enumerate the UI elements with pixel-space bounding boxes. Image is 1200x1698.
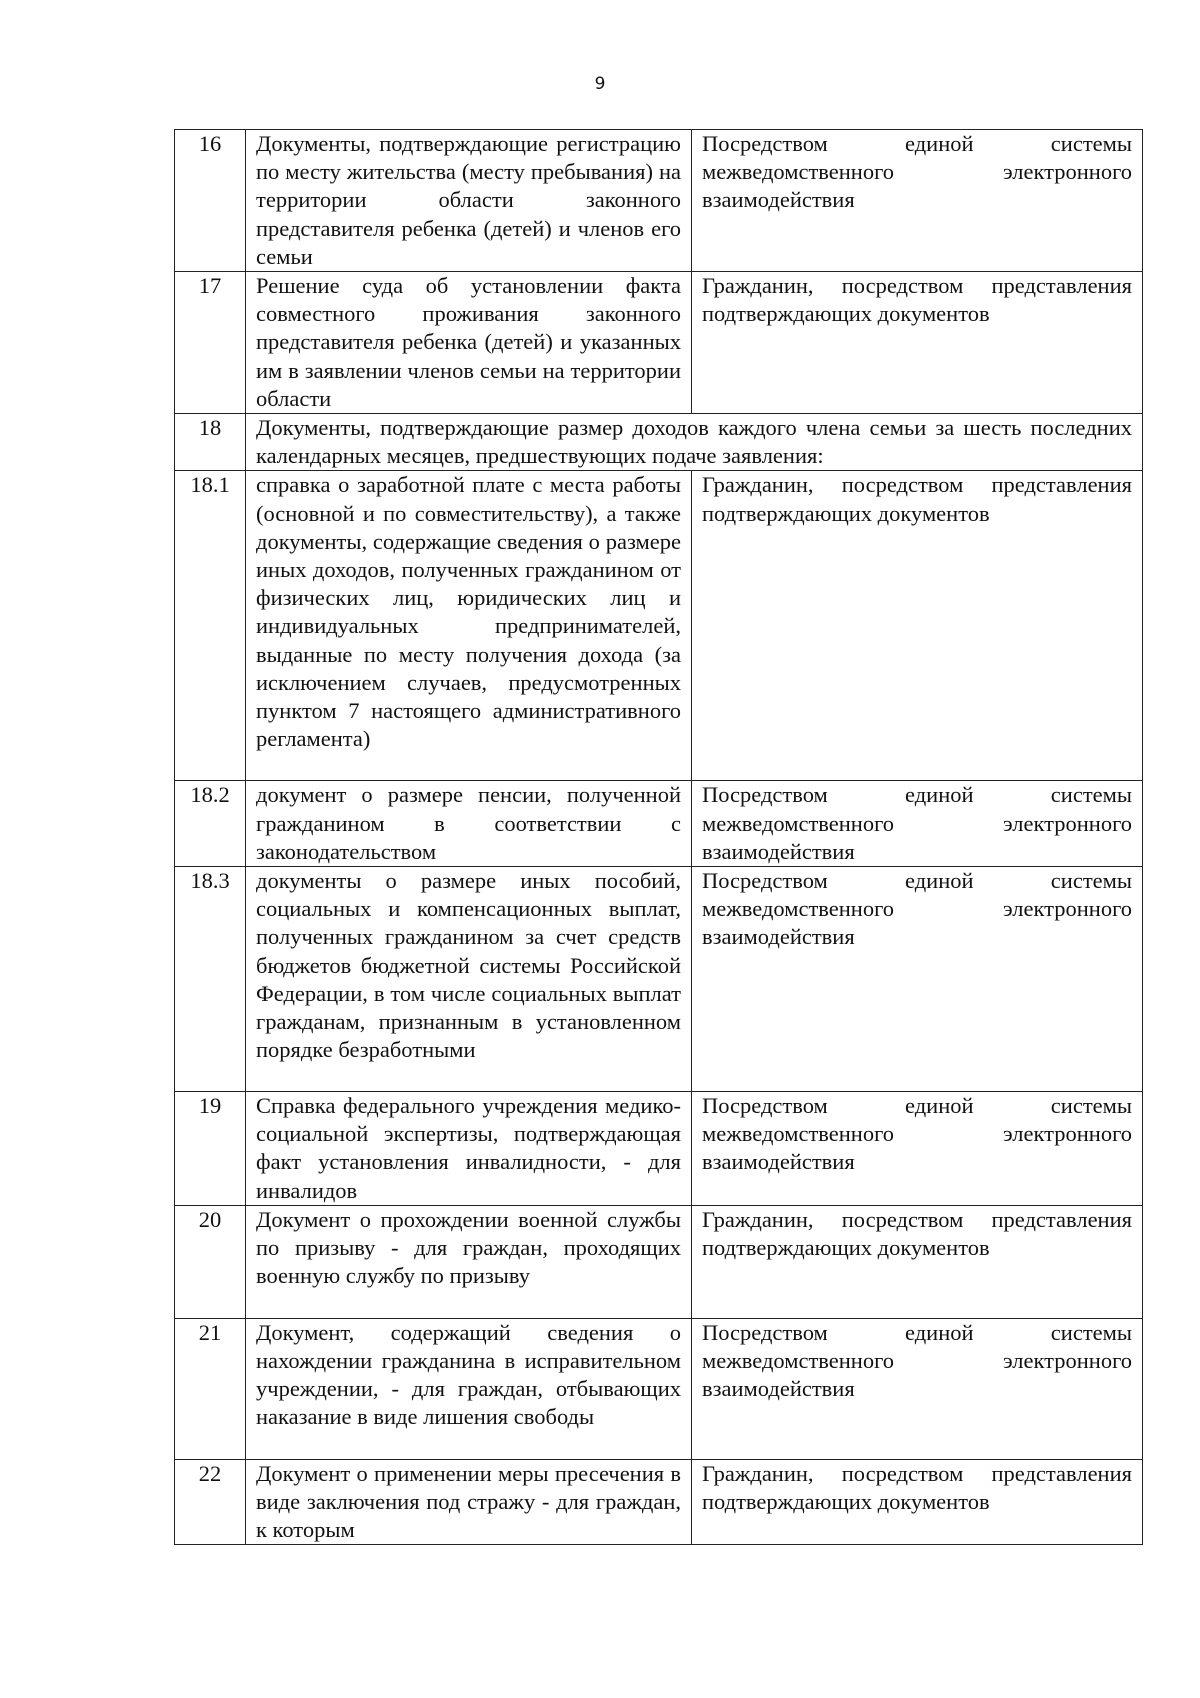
- submission-method: Посредством единой системы межведомственного электронного взаимодействия: [692, 130, 1143, 272]
- document-description: Справка федерального учреждения медико-социальной экспертизы, подтверждающая факт установления инвалидности, - для инвалидов: [246, 1092, 692, 1206]
- document-description: справка о заработной плате с места работы (основной и по совместительству), а также документы, содержащие сведения о размере иных доходов, полученных гражданином от физических лиц, юридических лиц и индивидуальных предпринимателей, выданные по месту получения дохода (за исключением случаев, предусмотренных пунктом 7 настоящего административного регламента): [246, 471, 692, 781]
- submission-method: Посредством единой системы межведомственного электронного взаимодействия: [692, 867, 1143, 1092]
- row-number: 19: [175, 1092, 246, 1206]
- document-description: Документ, содержащий сведения о нахождении гражданина в исправительном учреждении, - для граждан, отбывающих наказание в виде лишения свободы: [246, 1318, 692, 1459]
- submission-method: Гражданин, посредством представления подтверждающих документов: [692, 1205, 1143, 1318]
- row-number: 20: [175, 1205, 246, 1318]
- document-group-heading: Документы, подтверждающие размер доходов каждого члена семьи за шесть последних календарных месяцев, предшествующих подаче заявления:: [246, 414, 1143, 471]
- row-number: 16: [175, 130, 246, 272]
- table-row: [175, 1205, 1143, 1318]
- table-row: [175, 781, 1143, 867]
- submission-method: Посредством единой системы межведомственного электронного взаимодействия: [692, 781, 1143, 867]
- table-row: [175, 1318, 1143, 1459]
- row-number: 22: [175, 1459, 246, 1545]
- document-description: Документ о прохождении военной службы по призыву - для граждан, проходящих военную службу по призыву: [246, 1205, 692, 1318]
- table-row: [175, 1092, 1143, 1206]
- row-number: 18.1: [175, 471, 246, 781]
- table-row: [175, 414, 1143, 471]
- submission-method: Посредством единой системы межведомственного электронного взаимодействия: [692, 1318, 1143, 1459]
- table-row: [175, 1459, 1143, 1545]
- row-number: 18.3: [175, 867, 246, 1092]
- table-row: [175, 867, 1143, 1092]
- documents-table: [174, 129, 1143, 1545]
- row-number: 18.2: [175, 781, 246, 867]
- page-number: 9: [594, 74, 606, 94]
- submission-method: Гражданин, посредством представления подтверждающих документов: [692, 1459, 1143, 1545]
- table-row: [175, 130, 1143, 272]
- document-description: Решение суда об установлении факта совместного проживания законного представителя ребенка (детей) и указанных им в заявлении членов семьи на территории области: [246, 272, 692, 414]
- row-number: 17: [175, 272, 246, 414]
- submission-method: Посредством единой системы межведомственного электронного взаимодействия: [692, 1092, 1143, 1206]
- document-description: документы о размере иных пособий, социальных и компенсационных выплат, полученных гражданином за счет средств бюджетов бюджетной системы Российской Федерации, в том числе социальных выплат гражданам, признанным в установленном порядке безработными: [246, 867, 692, 1092]
- table-row: [175, 471, 1143, 781]
- document-description: Документы, подтверждающие регистрацию по месту жительства (месту пребывания) на территории области законного представителя ребенка (детей) и членов его семьи: [246, 130, 692, 272]
- table-row: [175, 272, 1143, 414]
- document-description: Документ о применении меры пресечения в виде заключения под стражу - для граждан, к которым: [246, 1459, 692, 1545]
- row-number: 21: [175, 1318, 246, 1459]
- submission-method: Гражданин, посредством представления подтверждающих документов: [692, 471, 1143, 781]
- submission-method: Гражданин, посредством представления подтверждающих документов: [692, 272, 1143, 414]
- document-description: документ о размере пенсии, полученной гражданином в соответствии с законодательством: [246, 781, 692, 867]
- row-number: 18: [175, 414, 246, 471]
